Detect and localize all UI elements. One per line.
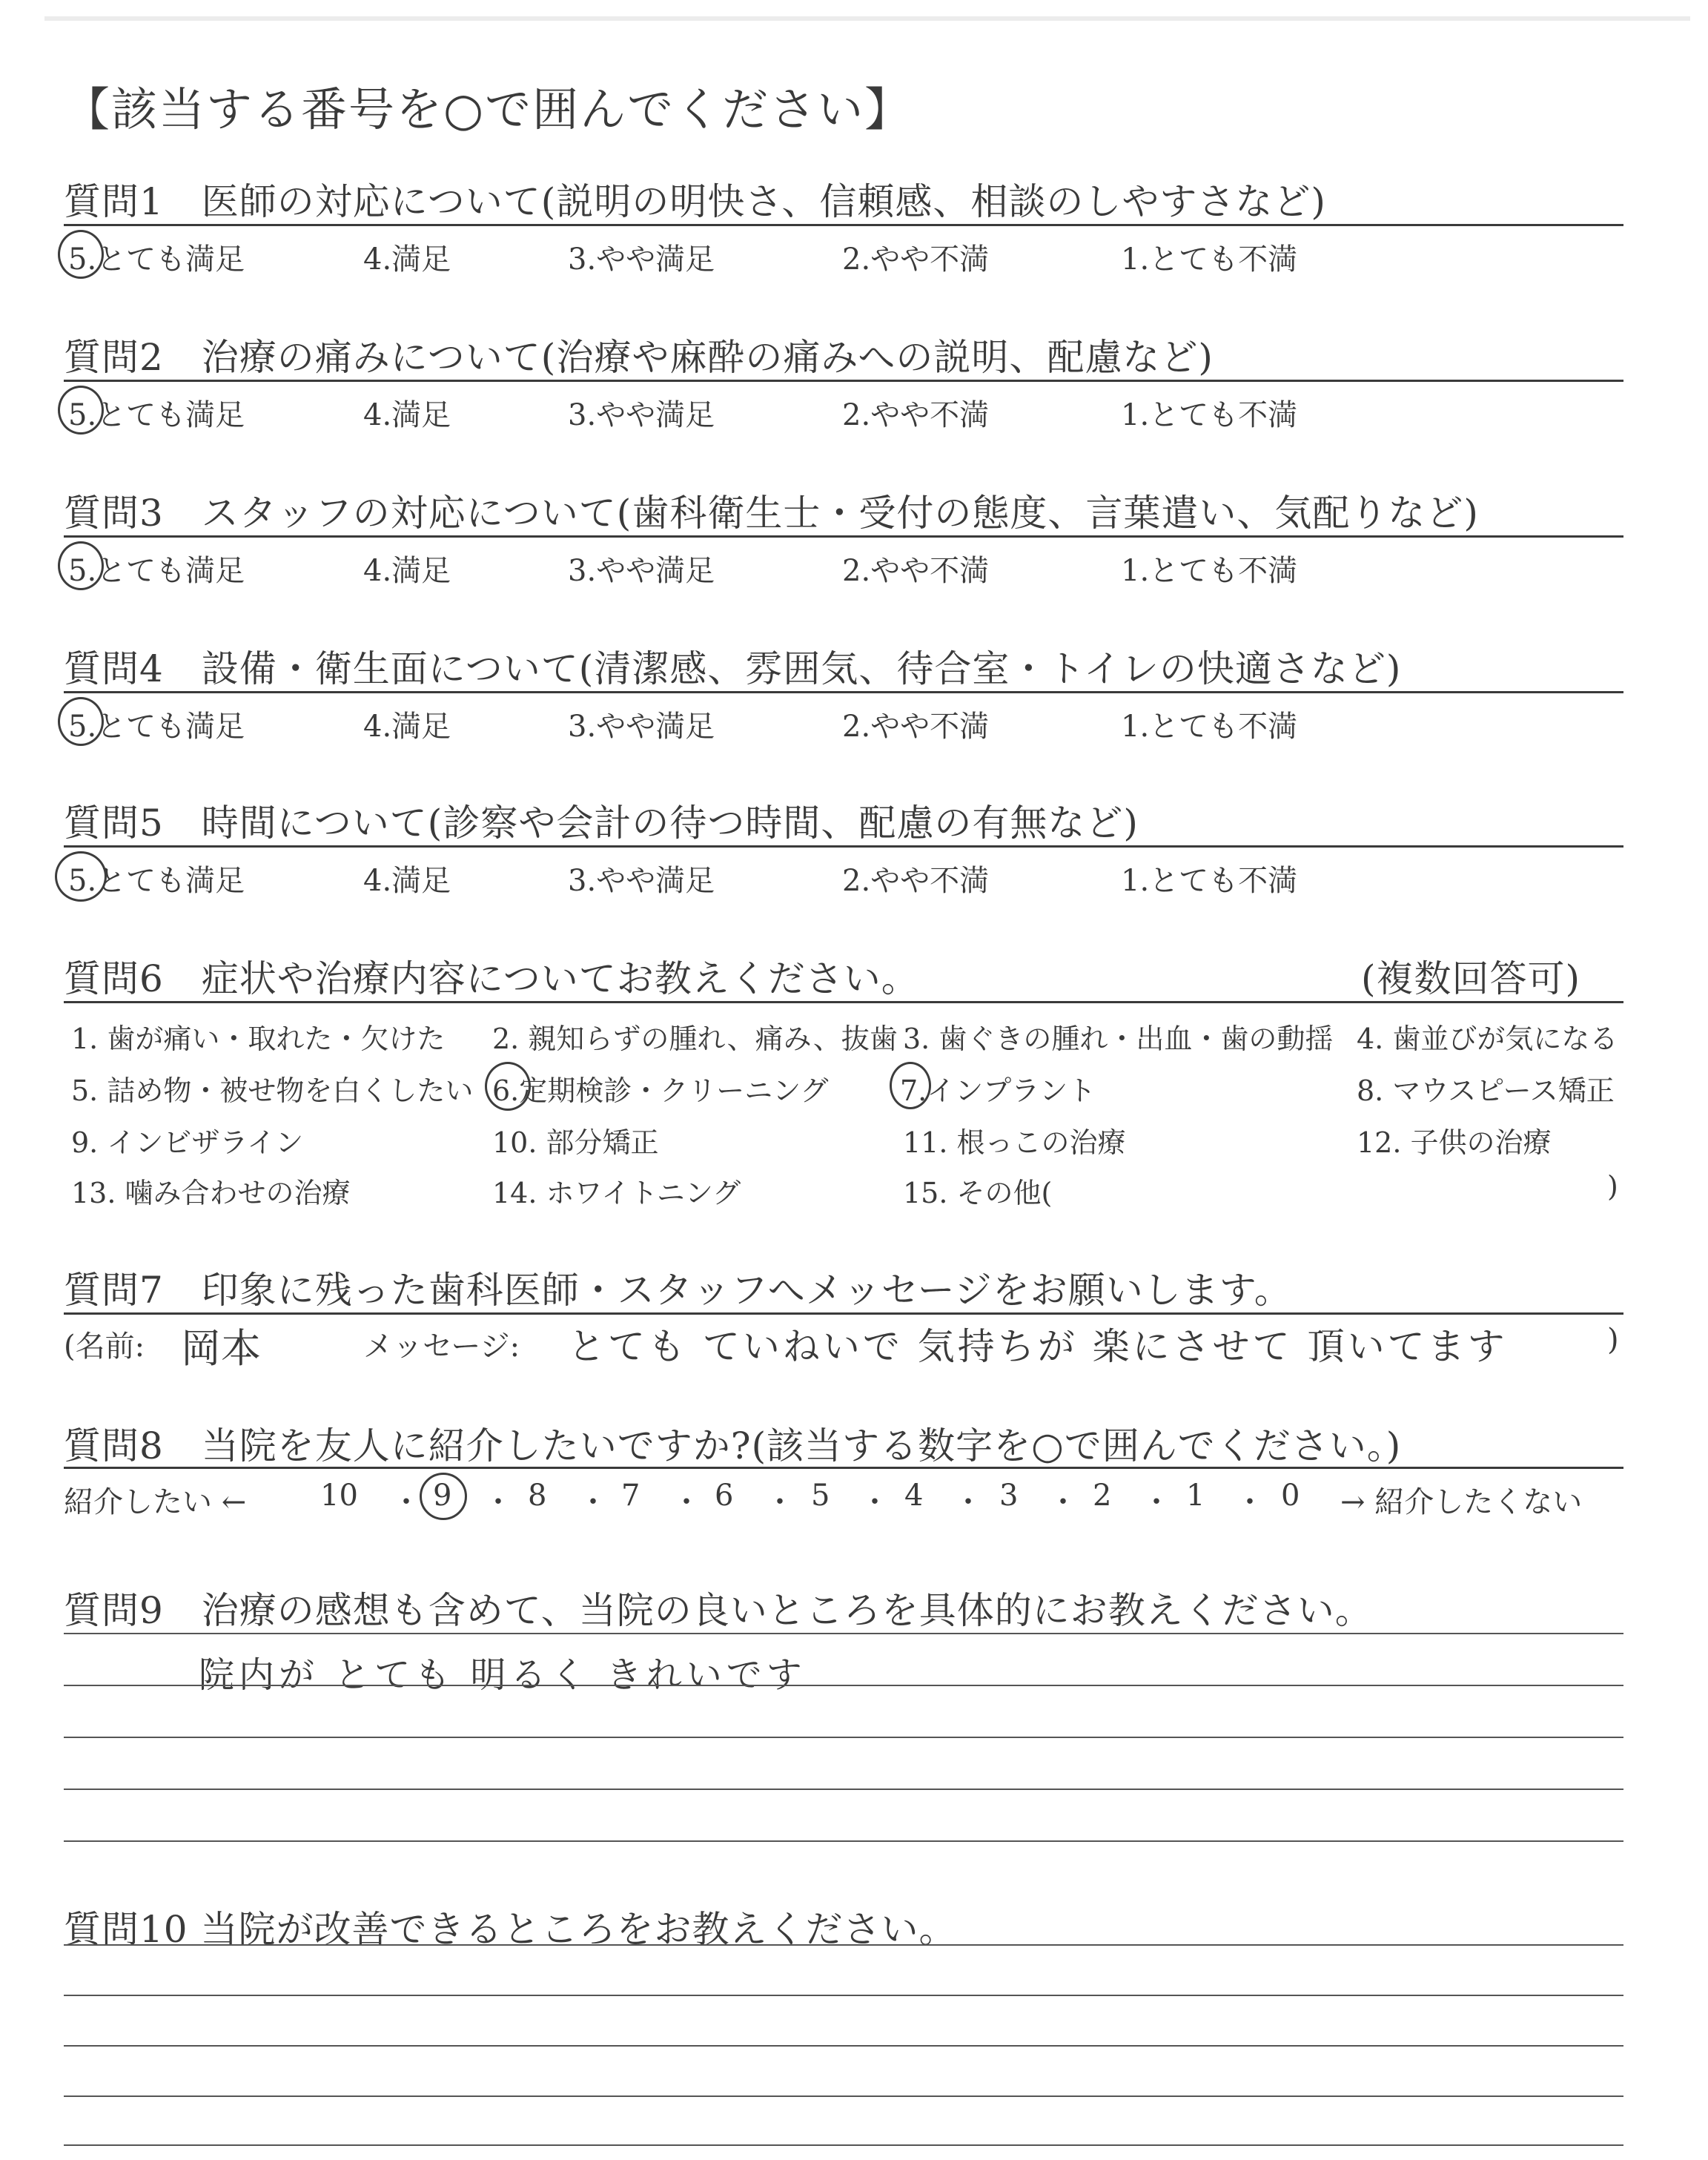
scale-number-10[interactable]: 10 (320, 1479, 358, 1513)
rating-option-3[interactable]: 3.やや満足 (568, 242, 715, 277)
rating-option-1[interactable]: 1.とても不満 (1121, 398, 1298, 432)
answer-line (64, 2144, 1623, 2146)
rating-option-4[interactable]: 4.満足 (363, 398, 451, 432)
scale-dot: ・ (672, 1485, 701, 1519)
answer-line (64, 1840, 1623, 1842)
question-9-heading: 質問9 治療の感想も含めて、当院の良いところを具体的にお教えください。 (64, 1589, 1373, 1632)
scale-dot: ・ (578, 1485, 608, 1519)
rating-option-3[interactable]: 3.やや満足 (568, 710, 715, 744)
rating-option-2[interactable]: 2.やや不満 (842, 398, 990, 432)
symptom-item-8[interactable]: 8. マウスピース矯正 (1357, 1074, 1615, 1107)
answer-line (64, 1944, 1623, 1946)
rating-option-4[interactable]: 4.満足 (363, 554, 451, 588)
question-7-rule (64, 1312, 1623, 1315)
rating-option-1[interactable]: 1.とても不満 (1121, 864, 1298, 898)
scale-number-2[interactable]: 2 (1093, 1479, 1112, 1513)
question-4-rule (64, 691, 1623, 693)
symptom-item-6[interactable]: 6.定期検診・クリーニング (492, 1074, 829, 1107)
answer-line (64, 2095, 1623, 2097)
scale-number-5[interactable]: 5 (811, 1479, 830, 1513)
name-label: (名前: (64, 1330, 145, 1364)
scale-number-4[interactable]: 4 (904, 1479, 924, 1513)
scale-right-label: → 紹介したくない (1340, 1485, 1583, 1519)
rating-option-5[interactable]: 5.とても満足 (68, 710, 245, 744)
rating-option-2[interactable]: 2.やや不満 (842, 864, 990, 898)
question-2-rule (64, 380, 1623, 382)
handwritten-answer[interactable]: 院内が とても 明るく きれいです (199, 1654, 807, 1696)
rating-option-5[interactable]: 5.とても満足 (68, 398, 245, 432)
other-close-paren: ) (1607, 1170, 1618, 1203)
page-title: 【該当する番号を○で囲んでください】 (64, 82, 913, 136)
answer-line (64, 1737, 1623, 1738)
scale-number-0[interactable]: 0 (1281, 1479, 1300, 1513)
scale-dot: ・ (391, 1485, 421, 1519)
scale-dot: ・ (860, 1485, 890, 1519)
answer-line (64, 1685, 1623, 1686)
question-8-heading: 質問8 当院を友人に紹介したいですか?(該当する数字を○で囲んでください。) (64, 1424, 1402, 1467)
answer-line (64, 1789, 1623, 1790)
question-3-rule (64, 535, 1623, 538)
rating-option-1[interactable]: 1.とても不満 (1121, 554, 1298, 588)
rating-option-5[interactable]: 5.とても満足 (68, 864, 245, 898)
question-3-heading: 質問3 スタッフの対応について(歯科衛生士・受付の態度、言葉遣い、気配りなど) (64, 492, 1479, 535)
symptom-item-11[interactable]: 11. 根っこの治療 (903, 1126, 1126, 1159)
symptom-item-1[interactable]: 1. 歯が痛い・取れた・欠けた (71, 1023, 446, 1055)
multiple-answers-note: (複数回答可) (1361, 957, 1581, 1000)
handwritten-message[interactable]: とても ていねいで 気持ちが 楽にさせて 頂いてます (568, 1325, 1508, 1368)
question-5-rule (64, 845, 1623, 848)
question-10-heading: 質問10 当院が改善できるところをお教えください。 (64, 1908, 957, 1951)
symptom-item-9[interactable]: 9. インビザライン (71, 1126, 304, 1159)
scale-dot: ・ (1235, 1485, 1265, 1519)
scale-number-6[interactable]: 6 (715, 1479, 734, 1513)
question-4-heading: 質問4 設備・衛生面について(清潔感、雰囲気、待合室・トイレの快適さなど) (64, 647, 1402, 690)
symptom-item-13[interactable]: 13. 噛み合わせの治療 (71, 1177, 351, 1209)
rating-option-1[interactable]: 1.とても不満 (1121, 242, 1298, 277)
scale-dot: ・ (483, 1485, 513, 1519)
scale-dot: ・ (1142, 1485, 1171, 1519)
scale-dot: ・ (953, 1485, 983, 1519)
symptom-item-4[interactable]: 4. 歯並びが気になる (1357, 1023, 1618, 1055)
rating-option-4[interactable]: 4.満足 (363, 242, 451, 277)
rating-option-1[interactable]: 1.とても不満 (1121, 710, 1298, 744)
scale-number-9[interactable]: 9 (433, 1479, 452, 1513)
question-1-heading: 質問1 医師の対応について(説明の明快さ、信頼感、相談のしやすさなど) (64, 180, 1326, 223)
rating-option-4[interactable]: 4.満足 (363, 864, 451, 898)
scale-dot: ・ (765, 1485, 795, 1519)
symptom-item-10[interactable]: 10. 部分矯正 (492, 1126, 659, 1159)
handwritten-name[interactable]: 岡本 (181, 1325, 261, 1372)
question-1-rule (64, 224, 1623, 226)
message-close-paren: ) (1607, 1323, 1619, 1357)
message-label: メッセージ: (363, 1330, 520, 1364)
scale-number-1[interactable]: 1 (1186, 1479, 1205, 1513)
symptom-item-15[interactable]: 15. その他( (903, 1177, 1053, 1209)
scan-top-edge (44, 16, 1690, 21)
rating-option-3[interactable]: 3.やや満足 (568, 554, 715, 588)
question-8-rule (64, 1467, 1623, 1469)
symptom-item-2[interactable]: 2. 親知らずの腫れ、痛み、抜歯 (492, 1023, 898, 1055)
symptom-item-5[interactable]: 5. 詰め物・被せ物を白くしたい (71, 1074, 474, 1107)
question-7-heading: 質問7 印象に残った歯科医師・スタッフへメッセージをお願いします。 (64, 1269, 1292, 1312)
rating-option-2[interactable]: 2.やや不満 (842, 710, 990, 744)
answer-line (64, 1633, 1623, 1634)
question-6-rule (64, 1001, 1623, 1003)
scale-number-3[interactable]: 3 (999, 1479, 1019, 1513)
rating-option-2[interactable]: 2.やや不満 (842, 242, 990, 277)
symptom-item-3[interactable]: 3. 歯ぐきの腫れ・出血・歯の動揺 (903, 1023, 1334, 1055)
question-5-heading: 質問5 時間について(診察や会計の待つ時間、配慮の有無など) (64, 802, 1139, 845)
answer-line (64, 1995, 1623, 1996)
rating-option-5[interactable]: 5.とても満足 (68, 554, 245, 588)
rating-option-4[interactable]: 4.満足 (363, 710, 451, 744)
question-2-heading: 質問2 治療の痛みについて(治療や麻酔の痛みへの説明、配慮など) (64, 336, 1214, 379)
symptom-item-7[interactable]: 7.インプラント (900, 1074, 1096, 1107)
rating-option-2[interactable]: 2.やや不満 (842, 554, 990, 588)
scale-left-label: 紹介したい ← (64, 1485, 247, 1519)
scale-number-8[interactable]: 8 (528, 1479, 547, 1513)
question-6-heading: 質問6 症状や治療内容についてお教えください。 (64, 957, 919, 1000)
rating-option-3[interactable]: 3.やや満足 (568, 398, 715, 432)
rating-option-5[interactable]: 5.とても満足 (68, 242, 245, 277)
symptom-item-14[interactable]: 14. ホワイトニング (492, 1177, 741, 1209)
answer-line (64, 2045, 1623, 2047)
symptom-item-12[interactable]: 12. 子供の治療 (1357, 1126, 1552, 1159)
scale-dot: ・ (1048, 1485, 1078, 1519)
scale-number-7[interactable]: 7 (621, 1479, 640, 1513)
rating-option-3[interactable]: 3.やや満足 (568, 864, 715, 898)
